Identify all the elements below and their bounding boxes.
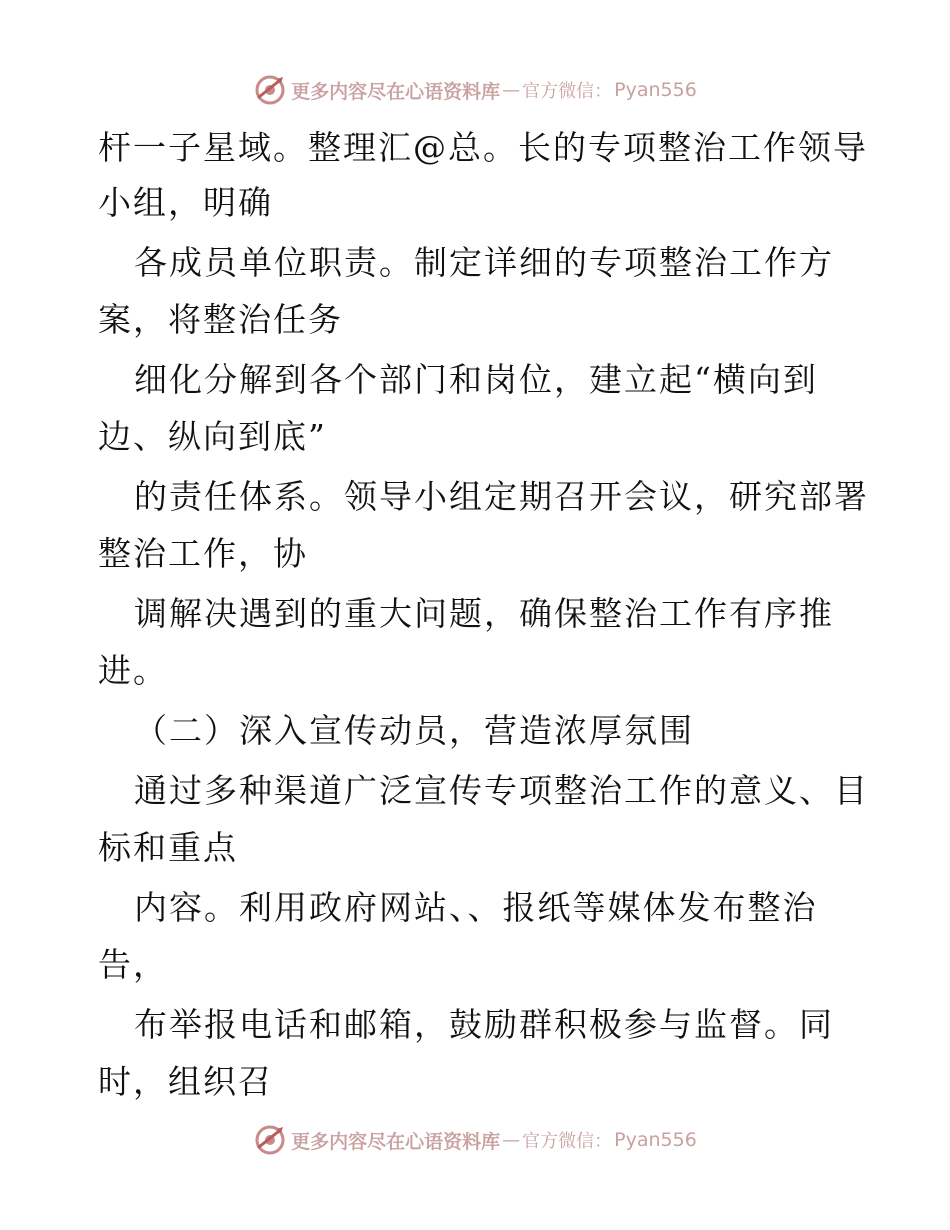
watermark-id: Pyan556 [614, 79, 697, 101]
logo-icon [253, 1123, 287, 1157]
text-line: 布举报电话和邮箱，鼓励群积极参与监督。同 [134, 1005, 834, 1044]
text-line: 的责任体系。领导小组定期召开会议，研究部署 [134, 477, 869, 516]
watermark-label: 官方微信： [522, 81, 613, 102]
text-line: 小组，明确 [98, 183, 273, 222]
text-line: 案，将整治任务 [98, 300, 343, 339]
text-line: 边、纵向到底” [98, 417, 327, 456]
watermark-separator: — [502, 1129, 521, 1151]
section-heading: （二）深入宣传动员，营造浓厚氛围 [134, 711, 694, 750]
text-line: 细化分解到各个部门和岗位，建立起“横向到 [134, 360, 818, 399]
text-line: 时，组织召 [98, 1062, 273, 1101]
text-line: 各成员单位职责。制定详细的专项整治工作方 [134, 243, 834, 282]
header-watermark [0, 72, 950, 108]
text-line: 内容。利用政府网站、、报纸等媒体发布整治 [134, 888, 818, 927]
text-line: 进。 [98, 651, 168, 690]
footer-watermark [0, 1122, 950, 1158]
watermark-text: 更多内容尽在心语资料库 [291, 80, 501, 103]
text-line: 告， [98, 945, 168, 984]
watermark-separator: — [502, 79, 521, 101]
text-line: 通过多种渠道广泛宣传专项整治工作的意义、目 [134, 771, 869, 810]
text-line: 杆一子星域。整理汇@总。长的专项整治工作领导 [98, 128, 868, 167]
watermark-label: 官方微信： [522, 1131, 613, 1152]
text-line: 标和重点 [98, 828, 238, 867]
text-line: 整治工作，协 [98, 534, 308, 573]
logo-icon [253, 73, 287, 107]
watermark-id: Pyan556 [614, 1129, 697, 1151]
watermark-text: 更多内容尽在心语资料库 [291, 1130, 501, 1153]
text-line: 调解决遇到的重大问题，确保整治工作有序推 [134, 594, 834, 633]
